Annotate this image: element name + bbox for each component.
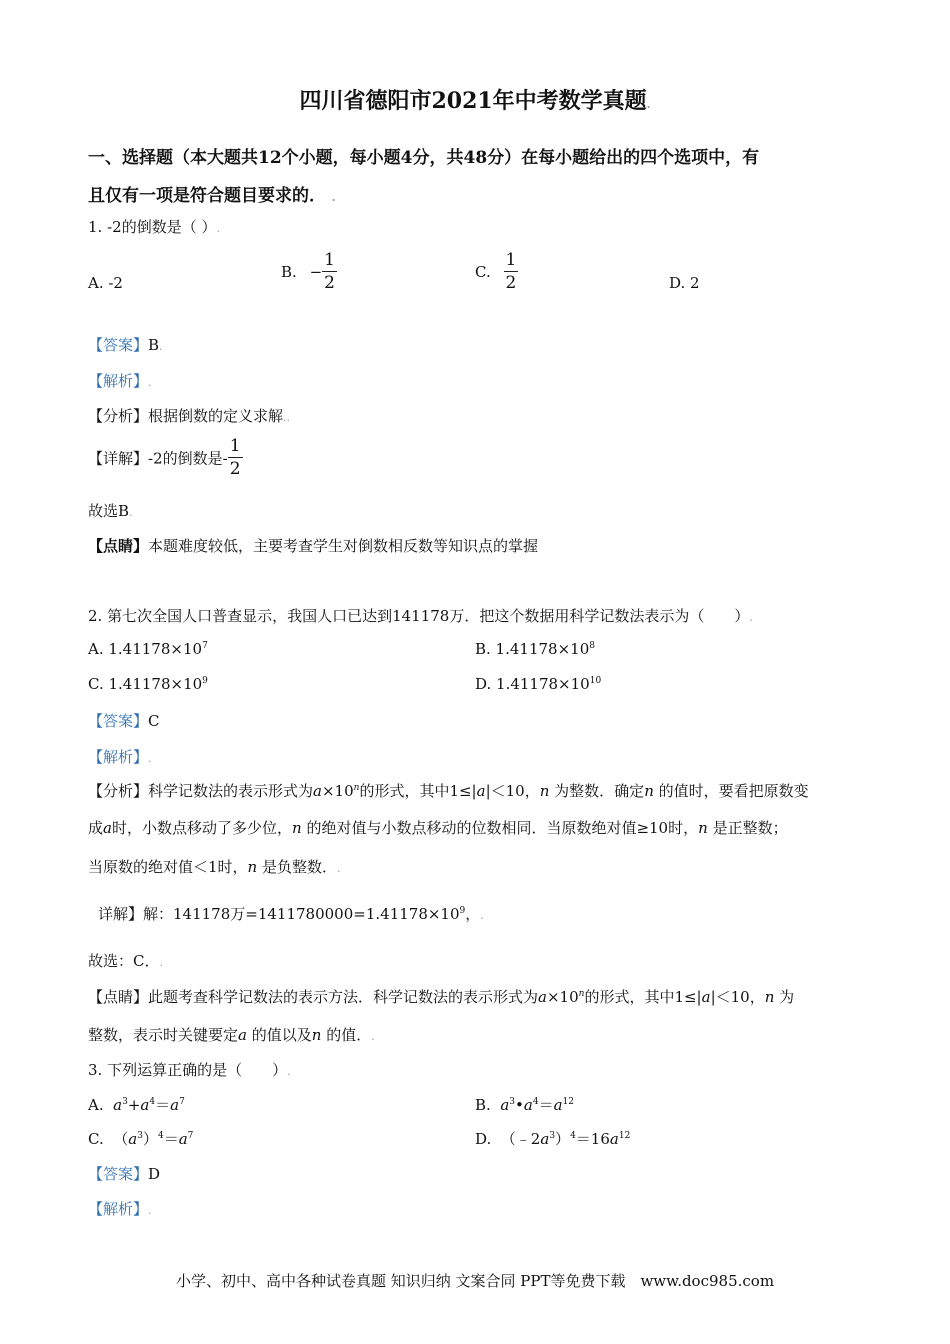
page-title: 四川省德阳市2021年中考数学真题. [299, 88, 651, 114]
q1-option-d: D. 2 [669, 274, 700, 292]
q2-choice: 故选：C．. [88, 952, 163, 970]
section-heading-line1: 一、选择题（本大题共12个小题，每小题4分，共48分）在每小题给出的四个选项中，有 [88, 148, 760, 168]
q2-answer: 【答案】C [88, 712, 160, 730]
q3-option-b: B. $a^3•a^4=a^{12}$ [475, 1096, 574, 1114]
q2-option-a: A. $1.41178\times 10^7$ [88, 640, 208, 658]
q1-option-a: A. -2 [88, 274, 123, 292]
q2-analysis-line3: 当原数的绝对值＜1时，n 是负整数．. [88, 858, 341, 876]
q2-comment-line1: 【点睛】此题考查科学记数法的表示方法．科学记数法的表示形式为$a\times 10^n$的形式，其中1≤|a|＜10，n 为 [88, 988, 795, 1006]
q3-answer: 【答案】D [88, 1165, 161, 1183]
q2-option-d: D. $1.41178\times 10^{10}$ [475, 675, 602, 693]
q1-stem: 1. -2的倒数是（ ）. [88, 218, 220, 236]
q3-jiexi: 【解析】. [88, 1200, 152, 1218]
q1-jiexi: 【解析】. [88, 372, 152, 390]
q2-analysis-line1: 【分析】科学记数法的表示形式为$a\times 10^n$的形式，其中1≤|a|＜10，n 为整数．确定n 的值时，要看把原数变 [88, 782, 809, 800]
q2-analysis-line2: 成a时，小数点移动了多少位，n 的绝对值与小数点移动的位数相同．当原数绝对值≥10时，n 是正整数； [88, 819, 788, 837]
q1-option-c: C. $\frac{1}{2}$ [475, 250, 517, 293]
q3-option-a: A. $a^3+a^4=a^7$ [88, 1096, 185, 1114]
q2-option-c: C. $1.41178\times 10^9$ [88, 675, 208, 693]
q3-option-d: D. $(﹣2a^3)^4=16a^{12}$ [475, 1130, 631, 1148]
q1-comment: 【点睛】本题难度较低，主要考查学生对倒数相反数等知识点的掌握 [88, 537, 539, 555]
q1-analysis: 【分析】根据倒数的定义求解.. [88, 407, 291, 425]
section-heading-line2: 且仅有一项是符合题目要求的． . [88, 186, 336, 206]
q2-stem: 2. 第七次全国人口普查显示，我国人口已达到141178万．把这个数据用科学记数法表示为（ ）. [88, 607, 753, 625]
q3-stem: 3. 下列运算正确的是（ ）. [88, 1061, 291, 1079]
q3-option-c: C. $(a^3)^4=a^7$ [88, 1130, 194, 1148]
q1-choice: 故选B. [88, 502, 133, 520]
q2-option-b: B. $1.41178\times 10^8$ [475, 640, 595, 658]
q2-jiexi: 【解析】. [88, 748, 152, 766]
q2-detail: 详解】解：141178万$=1411780000=1.41178\times 10^9$，. [98, 905, 484, 923]
page-footer: 小学、初中、高中各种试卷真题 知识归纳 文案合同 PPT等免费下载 www.doc985.com [175, 1272, 775, 1290]
q1-option-b: B. − $\frac{1}{2}$ [281, 250, 335, 293]
q2-comment-line2: 整数，表示时关键要定a 的值以及n 的值．. [88, 1026, 375, 1044]
q1-detail: 【详解】-2的倒数是- $\frac{1}{2}$ [88, 436, 241, 479]
q1-answer: 【答案】B. [88, 336, 163, 354]
